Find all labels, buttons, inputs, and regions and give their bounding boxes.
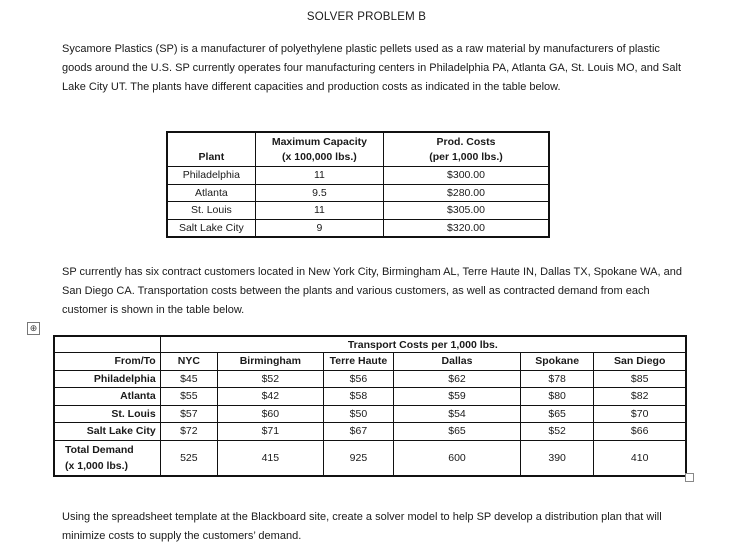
origin-plant: Atlanta <box>54 388 160 406</box>
cost-cell: $52 <box>218 370 324 388</box>
plant-capacity-table <box>166 131 550 238</box>
closing-paragraph: Using the spreadsheet template at the Blackboard site, create a solver model to help SP develop a distribution plan that will minimize costs to supply the customers’ demand. <box>62 511 662 542</box>
demand-cell: 415 <box>218 440 324 476</box>
cost-cell: $80 <box>520 388 593 406</box>
plant-name: Atlanta <box>167 184 255 202</box>
table-row <box>54 388 686 406</box>
cost-cell: $66 <box>594 423 686 441</box>
destination-header: Birmingham <box>218 353 324 371</box>
plant-capacity: 11 <box>255 167 383 185</box>
table-row <box>54 405 686 423</box>
header-plant: Plant <box>167 132 255 167</box>
cost-cell: $42 <box>218 388 324 406</box>
cost-cell: $72 <box>160 423 217 441</box>
demand-cell: 600 <box>394 440 521 476</box>
plant-cost: $280.00 <box>384 184 549 202</box>
cost-cell: $57 <box>160 405 217 423</box>
cost-cell: $71 <box>218 423 324 441</box>
header-cost-line2: (per 1,000 lbs.) <box>429 150 503 163</box>
origin-plant: Philadelphia <box>54 370 160 388</box>
cost-cell: $58 <box>323 388 393 406</box>
destination-header: San Diego <box>594 353 686 371</box>
destination-header-row <box>54 353 686 371</box>
destination-header: Terre Haute <box>323 353 393 371</box>
transport-cost-table <box>53 335 687 477</box>
table-header-row <box>167 132 549 167</box>
from-to-label: From/To <box>54 353 160 371</box>
header-capacity-line1: Maximum Capacity <box>271 135 367 148</box>
cost-cell: $78 <box>520 370 593 388</box>
destination-header: NYC <box>160 353 217 371</box>
header-capacity <box>255 132 383 167</box>
header-cost-line1: Prod. Costs <box>436 135 496 148</box>
plant-capacity: 11 <box>255 202 383 220</box>
plant-capacity: 9 <box>255 219 383 237</box>
header-cost <box>384 132 549 167</box>
total-demand-label-line2: (x 1,000 lbs.) <box>65 459 129 472</box>
table-row <box>167 184 549 202</box>
demand-cell: 410 <box>630 451 649 464</box>
destination-header: Spokane <box>520 353 593 371</box>
plant-capacity: 9.5 <box>255 184 383 202</box>
cost-cell: $82 <box>594 388 686 406</box>
cost-cell: $50 <box>323 405 393 423</box>
demand-row <box>54 440 686 476</box>
demand-cell: 925 <box>323 440 393 476</box>
cost-cell: $60 <box>218 405 324 423</box>
cost-cell: $54 <box>394 405 521 423</box>
table-row <box>167 219 549 237</box>
total-demand-label-line1: Total Demand <box>65 443 134 456</box>
transport-caption: Transport Costs per 1,000 lbs. <box>160 336 686 353</box>
table-row <box>167 202 549 220</box>
cost-cell: $62 <box>394 370 521 388</box>
cost-cell: $45 <box>160 370 217 388</box>
plant-cost: $300.00 <box>384 167 549 185</box>
header-capacity-line2: (x 100,000 lbs.) <box>282 150 357 163</box>
cost-cell: $70 <box>594 405 686 423</box>
cost-cell: $52 <box>520 423 593 441</box>
table-resize-handle[interactable] <box>685 473 694 482</box>
plant-name: Salt Lake City <box>167 219 255 237</box>
plant-name: Philadelphia <box>167 167 255 185</box>
cost-cell: $65 <box>394 423 521 441</box>
total-demand-label <box>54 440 160 476</box>
destination-header: Dallas <box>394 353 521 371</box>
plant-cost: $320.00 <box>447 221 485 234</box>
demand-cell: 525 <box>160 440 217 476</box>
plant-cost: $305.00 <box>384 202 549 220</box>
cost-cell: $56 <box>323 370 393 388</box>
customers-paragraph: SP currently has six contract customers located in New York City, Birmingham AL, Terre Haute IN, Dallas TX, Spokane WA, and San Diego CA. Transportation costs between the plants and various customers, as well as contracted demand from each customer is shown in the table below. <box>62 266 682 316</box>
table-row <box>167 167 549 185</box>
cost-cell: $65 <box>520 405 593 423</box>
cost-cell: $59 <box>394 388 521 406</box>
caption-blank-cell <box>54 336 160 353</box>
table-move-handle-icon[interactable]: ⊕ <box>27 322 40 335</box>
demand-cell: 390 <box>520 440 593 476</box>
document-title: SOLVER PROBLEM B <box>306 11 427 23</box>
cost-cell: $55 <box>160 388 217 406</box>
cost-cell: $67 <box>323 423 393 441</box>
table-row <box>54 423 686 441</box>
origin-plant: St. Louis <box>54 405 160 423</box>
origin-plant: Salt Lake City <box>54 423 160 441</box>
caption-row <box>54 336 686 353</box>
cost-cell: $85 <box>594 370 686 388</box>
table-row <box>54 370 686 388</box>
plant-name: St. Louis <box>167 202 255 220</box>
intro-paragraph: Sycamore Plastics (SP) is a manufacturer of polyethylene plastic pellets used as a raw material by manufacturers of plastic goods around the U.S. SP currently operates four manufacturing centers in Philadelphia PA, Atlanta GA, St. Louis MO, and Salt Lake City UT. The plants have different capacities and production costs as indicated in the table below. <box>62 43 681 93</box>
